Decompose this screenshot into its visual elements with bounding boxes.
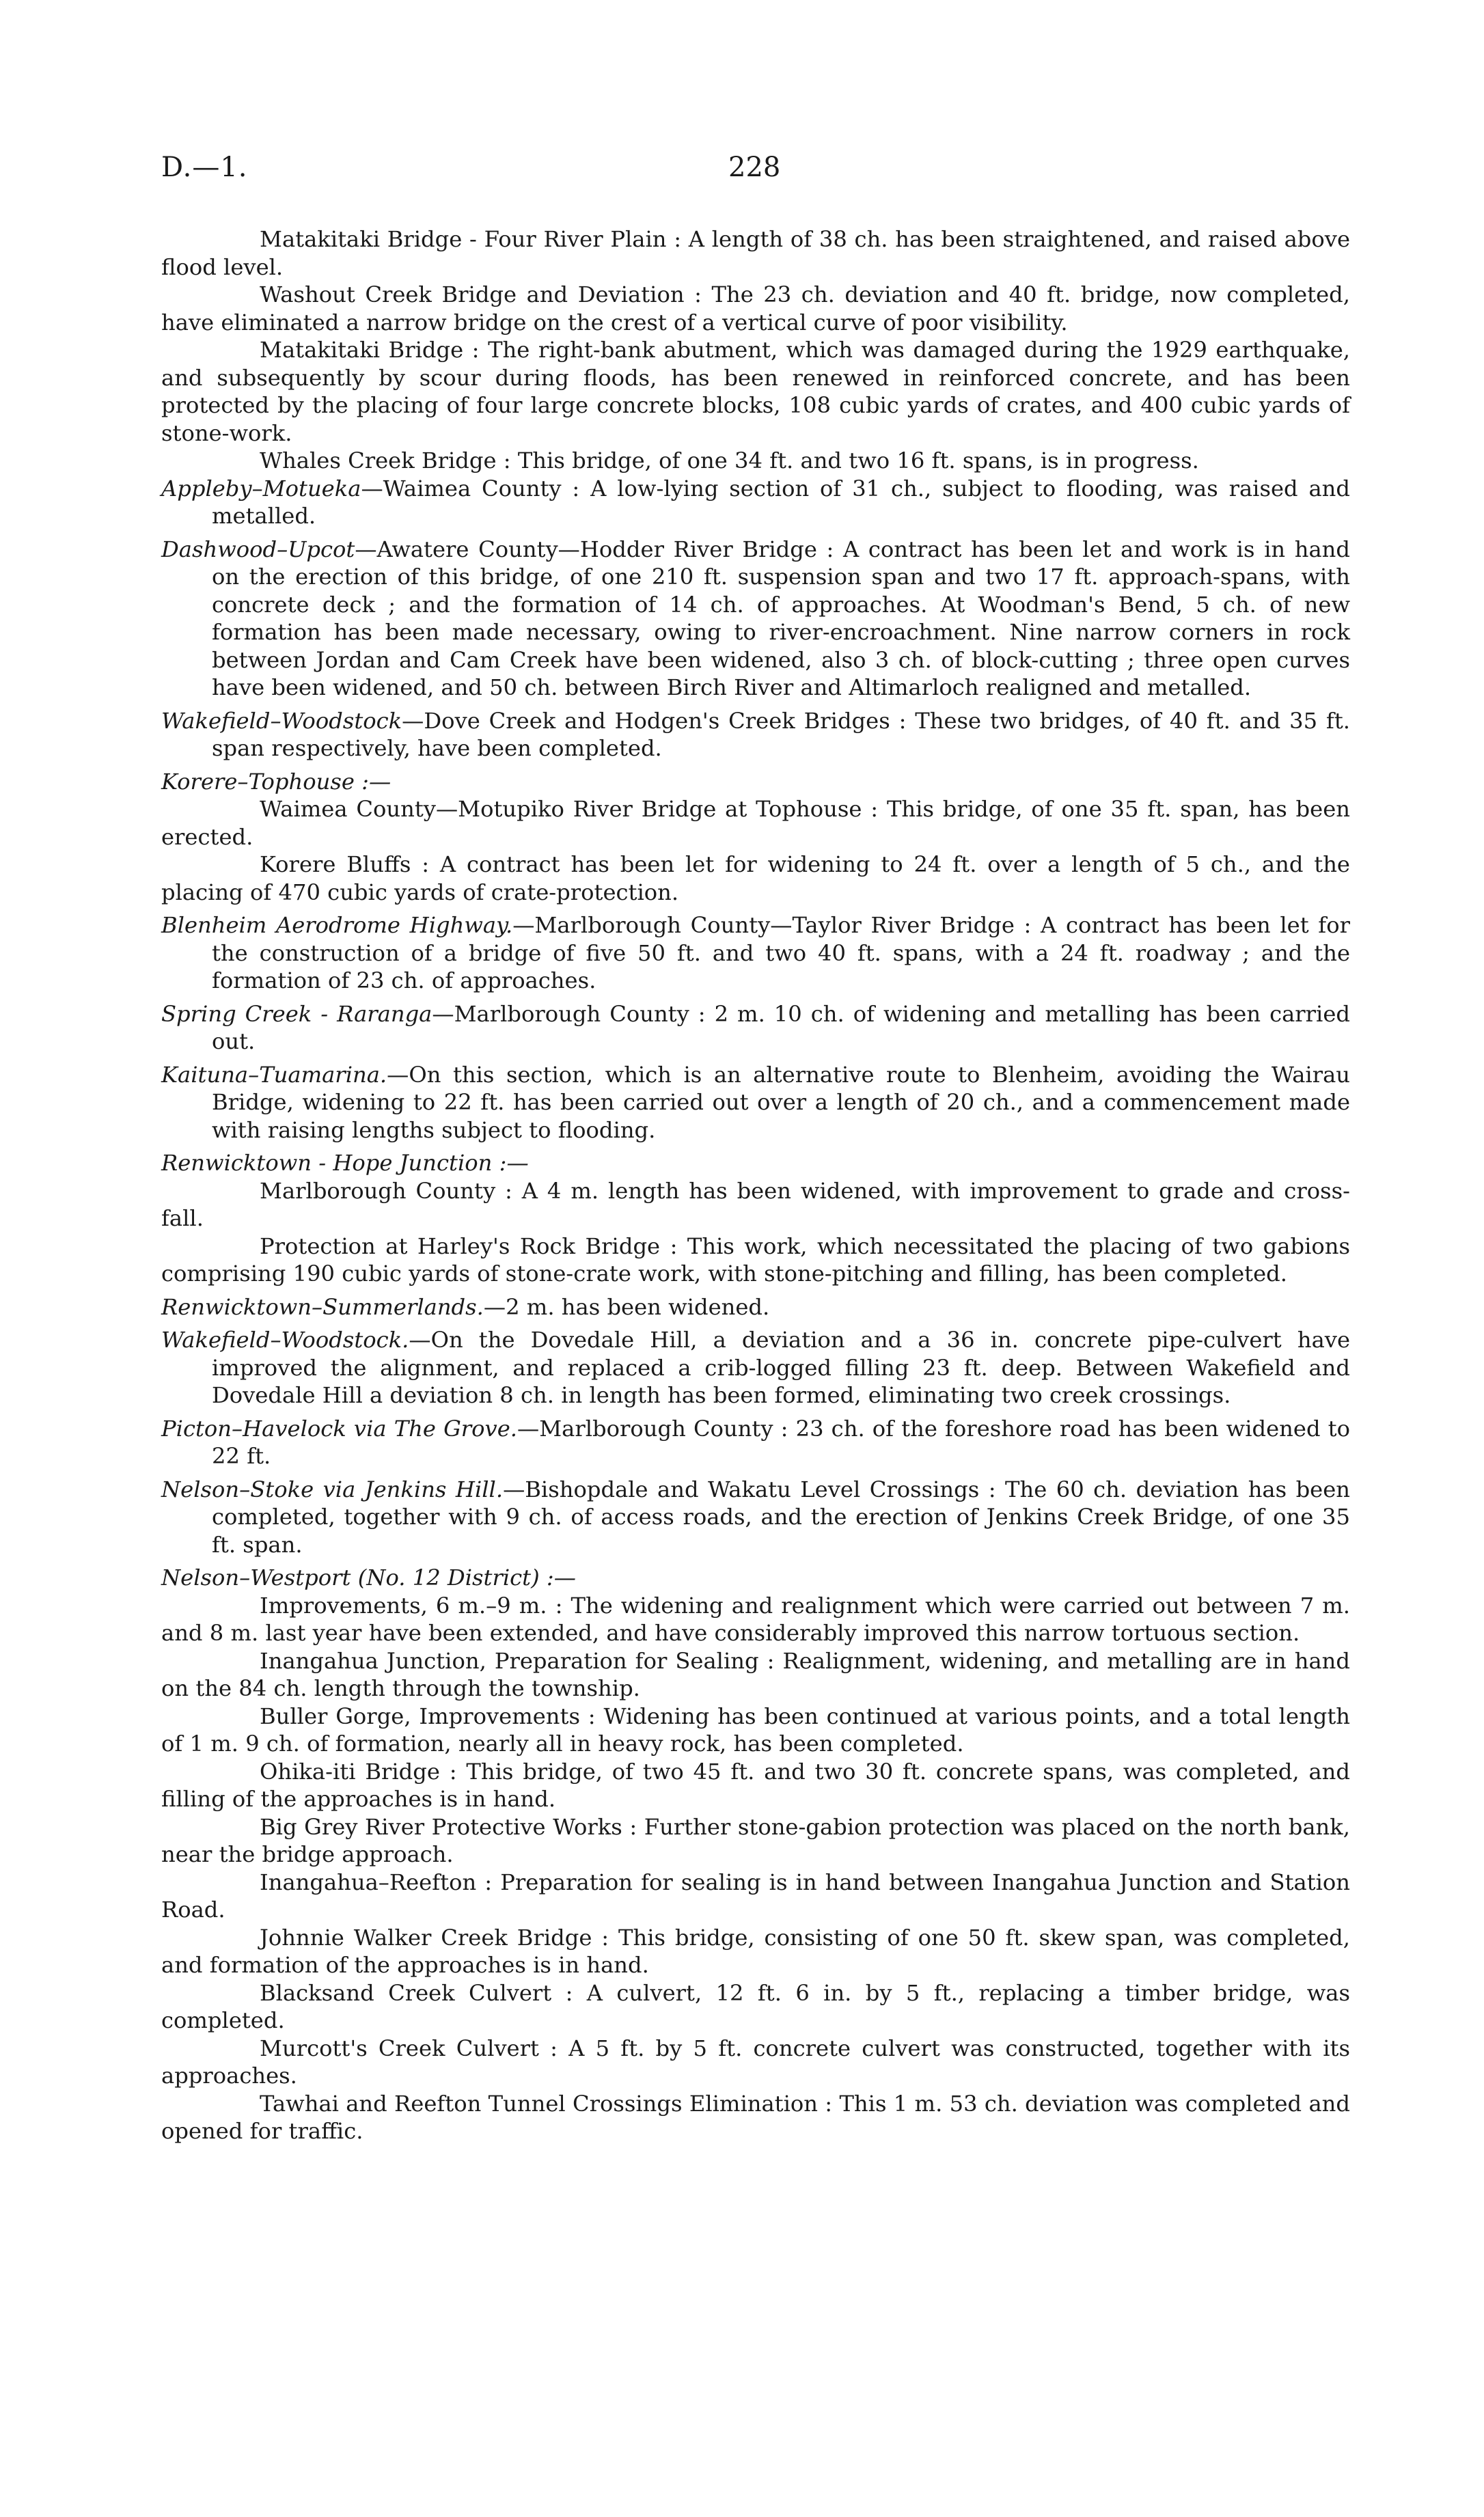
page-number: 228 — [728, 152, 781, 183]
paragraph: Inangahua–Reefton : Preparation for sealing is in hand between Inangahua Junction and Station Road. — [161, 1869, 1350, 1923]
route-entry — [161, 475, 1350, 530]
paragraph: Buller Gorge, Improvements : Widening has been continued at various points, and a total length of 1 m. 9 ch. of formation, nearly all in heavy rock, has been completed. — [161, 1703, 1350, 1757]
paragraph: Tawhai and Reefton Tunnel Crossings Elimination : This 1 m. 53 ch. deviation was completed and opened for traffic. — [161, 2090, 1350, 2144]
paragraph: Big Grey River Protective Works : Further stone-gabion protection was placed on the north bank, near the bridge approach. — [161, 1813, 1350, 1867]
route-group — [161, 1564, 1350, 1592]
paragraph: Ohika-iti Bridge : This bridge, of two 45 ft. and two 30 ft. concrete spans, was completed, and filling of the approaches is in hand. — [161, 1758, 1350, 1812]
route-group — [161, 1149, 1350, 1177]
route-entry — [161, 707, 1350, 762]
paragraph: Inangahua Junction, Preparation for Sealing : Realignment, widening, and metalling are in hand on the 84 ch. length through the township. — [161, 1647, 1350, 1701]
route-heading: Blenheim Aerodrome Highway. — [161, 912, 513, 938]
route-text: —Awatere County—Hodder River Bridge : A contract has been let and work is in hand on the erection of this bridge, of one 210 ft. suspension span and two 17 ft. approach-spans, with concrete deck ; and the formation of 14 ch. of approaches. At Woodman's Bend, 5 ch. of new formation has been made necessary, owing to river-encroachment. Nine narrow corners in rock between Jordan and Cam Creek have been widened, also 3 ch. of block-cutting ; three open curves have been widened, and 50 ch. between Birch River and Altimarloch realigned and metalled. — [212, 536, 1350, 700]
route-heading: Renwicktown–Summerlands. — [161, 1293, 484, 1320]
paragraph: Whales Creek Bridge : This bridge, of one 34 ft. and two 16 ft. spans, is in progress. — [260, 448, 1199, 473]
route-text: —Dove Creek and Hodgen's Creek Bridges : These two bridges, of 40 ft. and 35 ft. span respectively, have been completed. — [212, 707, 1350, 761]
route-heading: Spring Creek - Raranga — [161, 1000, 432, 1027]
route-entry — [161, 1293, 1350, 1321]
route-heading: Nelson–Westport (No. 12 District) :— — [161, 1565, 576, 1591]
route-heading: Appleby–Motueka — [161, 475, 361, 501]
paragraph: Washout Creek Bridge and Deviation : The 23 ch. deviation and 40 ft. bridge, now completed, have eliminated a narrow bridge on the crest of a vertical curve of poor visibility. — [161, 281, 1350, 335]
paragraph: Improvements, 6 m.–9 m. : The widening and realignment which were carried out between 7 m. and 8 m. last year have been extended, and have considerably improved this narrow tortuous section. — [161, 1592, 1350, 1646]
route-text: —On the Dovedale Hill, a deviation and a 36 in. concrete pipe-culvert have improved the alignment, and replaced a crib-logged filling 23 ft. deep. Between Wakefield and Dovedale Hill a deviation 8 ch. in length has been formed, eliminating two creek crossings. — [212, 1327, 1350, 1408]
route-heading: Wakefield–Woodstock — [161, 707, 402, 734]
route-text: —2 m. has been widened. — [483, 1293, 770, 1320]
route-heading: Dashwood–Upcot — [161, 536, 355, 562]
route-entry — [161, 1415, 1350, 1470]
route-heading: Wakefield–Woodstock. — [161, 1327, 409, 1353]
route-heading: Kaituna–Tuamarina. — [161, 1061, 387, 1088]
route-text: —Marlborough County—Taylor River Bridge : A contract has been let for the construction of a bridge of five 50 ft. and two 40 ft. spans, with a 24 ft. roadway ; and the formation of 23 ch. of approaches. — [212, 912, 1350, 993]
paragraph: Korere Bluffs : A contract has been let for widening to 24 ft. over a length of 5 ch., and the placing of 470 cubic yards of crate-protection. — [161, 851, 1350, 905]
route-heading: Picton–Havelock via The Grove. — [161, 1415, 518, 1442]
paragraph: Matakitaki Bridge : The right-bank abutment, which was damaged during the 1929 earthquake, and subsequently by scour during floods, has been renewed in reinforced concrete, and has been protected by the placing of four large concrete blocks, 108 cubic yards of crates, and 400 cubic yards of stone-work. — [161, 337, 1350, 446]
paragraph: Blacksand Creek Culvert : A culvert, 12 ft. 6 in. by 5 ft., replacing a timber bridge, was completed. — [161, 1979, 1350, 2033]
route-entry — [161, 536, 1350, 702]
route-entry — [161, 1326, 1350, 1409]
route-entry — [161, 1000, 1350, 1056]
route-text: —Waimea County : A low-lying section of 31 ch., subject to flooding, was raised and metalled. — [212, 475, 1350, 529]
route-text: —Marlborough County : 2 m. 10 ch. of widening and metalling has been carried out. — [212, 1000, 1351, 1054]
document-reference: D.—1. — [161, 152, 248, 183]
paragraph: Protection at Harley's Rock Bridge : This work, which necessitated the placing of two gabions comprising 190 cubic yards of stone-crate work, with stone-pitching and filling, has been completed. — [161, 1233, 1350, 1287]
route-heading: Nelson–Stoke via Jenkins Hill. — [161, 1476, 504, 1502]
paragraph: Johnnie Walker Creek Bridge : This bridge, consisting of one 50 ft. skew span, was completed, and formation of the approaches is in hand. — [161, 1924, 1350, 1978]
route-entry — [161, 1061, 1350, 1144]
route-entry — [161, 911, 1350, 995]
route-text: —On this section, which is an alternative route to Blenheim, avoiding the Wairau Bridge, widening to 22 ft. has been carried out over a length of 20 ch., and a commencement made with raising lengths subject to flooding. — [212, 1061, 1350, 1143]
route-group — [161, 768, 1350, 796]
route-text: —Bishopdale and Wakatu Level Crossings : The 60 ch. deviation has been completed, together with 9 ch. of access roads, and the erection of Jenkins Creek Bridge, of one 35 ft. span. — [212, 1476, 1351, 1558]
route-heading: Renwicktown - Hope Junction :— — [161, 1150, 529, 1176]
body-text — [161, 225, 1350, 2145]
route-heading: Korere–Tophouse :— — [161, 768, 391, 795]
paragraph: Murcott's Creek Culvert : A 5 ft. by 5 ft. concrete culvert was constructed, together with its approaches. — [161, 2035, 1350, 2089]
paragraph: Matakitaki Bridge - Four River Plain : A length of 38 ch. has been straightened, and raised above flood level. — [161, 226, 1350, 280]
route-text: —Marlborough County : 23 ch. of the foreshore road has been widened to 22 ft. — [212, 1415, 1350, 1469]
route-entry — [161, 1476, 1350, 1559]
paragraph: Marlborough County : A 4 m. length has been widened, with improvement to grade and cross-fall. — [161, 1177, 1350, 1231]
paragraph: Waimea County—Motupiko River Bridge at Tophouse : This bridge, of one 35 ft. span, has been erected. — [161, 796, 1350, 850]
